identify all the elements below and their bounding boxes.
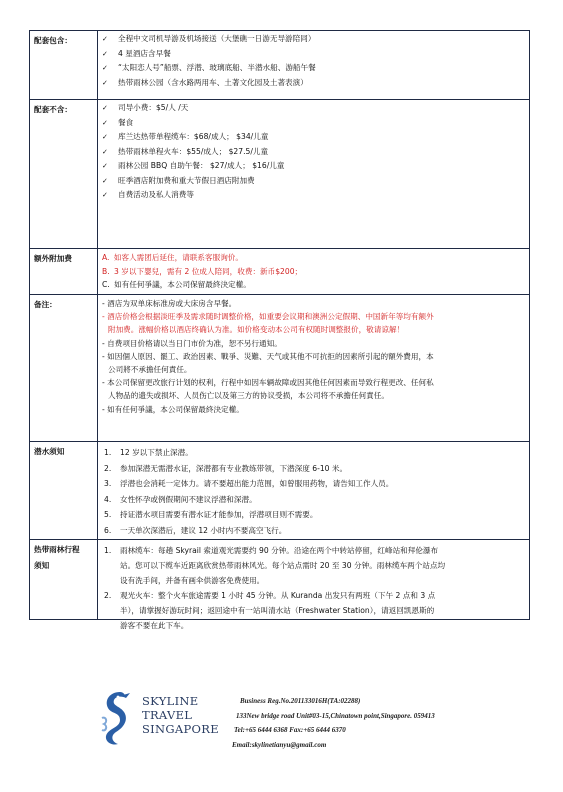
- diving-label: 潜水须知: [30, 442, 98, 539]
- excluded-row: [30, 100, 529, 249]
- list-item: [102, 476, 525, 492]
- list-item-line: 站。您可以下缆车近距离欣赏热带雨林风光。每个站点需时 20 至 30 分钟。雨林缆车两个站点均: [120, 561, 446, 570]
- list-item-text: 热带雨林公园（含水路两用车、土著文化园及土著表演）: [118, 77, 308, 87]
- excluded-list: [102, 101, 525, 203]
- list-item: [102, 278, 525, 292]
- list-item: [102, 130, 525, 145]
- list-marker: C.: [102, 280, 110, 289]
- list-item: [102, 265, 525, 279]
- remark-line: 附加费。涨幅价格以酒店终确认为准。如价格变动本公司有权随时调整报价，敬请谅解！: [108, 325, 405, 335]
- diving-row: [30, 442, 529, 540]
- itinerary-table: [29, 30, 530, 630]
- list-item-line: 观光火车：整个火车旅途需要 1 小时 45 分钟。从 Kuranda 出发只有两班（下午 2 点和 3 点: [120, 591, 436, 600]
- included-row: [30, 31, 529, 100]
- list-item-text: 自费活动及私人消费等: [118, 190, 194, 199]
- remark-item: [102, 337, 525, 350]
- list-item-text: 如有任何爭議，本公司保留最終決定權。: [111, 280, 251, 289]
- list-item-text: 旺季酒店附加费和重大节假日酒店附加费: [118, 175, 255, 185]
- check-icon: ✓: [102, 35, 108, 43]
- brand-line: TRAVEL: [142, 708, 193, 722]
- check-icon: ✓: [102, 78, 108, 87]
- list-item-text: 热带雨林单程火车：$55/成人； $27.5/儿童: [118, 146, 269, 156]
- list-number: 4.: [104, 494, 112, 504]
- list-item: [102, 251, 525, 265]
- rainforest-row: [30, 540, 529, 630]
- remark-line: - 本公司保留更改旅行计划的权利，行程中如因车辆故障或因其他任何因素而导致行程更改、任何私: [102, 378, 434, 388]
- extra-fee-row: [30, 249, 529, 295]
- remarks-row: [30, 295, 529, 442]
- list-item-line: 设有洗手间，并备有画伞供游客免费使用。: [120, 576, 265, 585]
- remark-item: [102, 310, 525, 336]
- remark-item: [102, 297, 525, 310]
- check-icon: ✓: [102, 118, 108, 127]
- list-item: [102, 145, 525, 160]
- remark-line: - 酒店价格会根据淡旺季及需求随时调整价格，如重要会议期和澳洲公定假期、中国新年等均有额外: [102, 312, 434, 322]
- list-item-text: 4 星酒店含早餐: [118, 48, 171, 58]
- rainforest-label-line: 热带雨林行程: [34, 545, 80, 554]
- brand-name: [142, 694, 219, 736]
- list-number: 1.: [104, 448, 112, 457]
- remark-line: 公司將不承擔任何責任。: [108, 365, 192, 375]
- remark-item: [102, 403, 525, 416]
- list-marker: A.: [102, 253, 110, 262]
- list-item-line: 游客不要在此下车。: [120, 621, 189, 630]
- list-item-text: 餐食: [118, 117, 134, 127]
- list-item-text: 持证潜水项目需要有潜水证才能参加，浮潜项目则不需要。: [120, 510, 318, 519]
- remark-line: - 酒店为双单床标准房或大床房含早餐。: [102, 299, 237, 308]
- list-item-text: 浮潜也会消耗一定体力。请不要超出能力范围，如曾服用药物，请告知工作人员。: [120, 479, 394, 488]
- list-item: [102, 188, 525, 203]
- check-icon: ✓: [102, 104, 108, 112]
- list-item: [102, 523, 525, 539]
- remark-item: [102, 376, 525, 402]
- rainforest-label-line: 须知: [34, 561, 50, 570]
- list-item: [102, 492, 525, 508]
- business-reg: Business Reg.No.201133016H(TA:02288): [240, 697, 361, 705]
- list-number: 3.: [104, 479, 112, 488]
- list-marker: B.: [102, 266, 110, 276]
- company-phone: Tel:+65 6444 6368 Fax:+65 6444 6370: [234, 726, 346, 734]
- extra-fee-list: [102, 251, 525, 292]
- extra-fee-label: 额外附加费: [30, 249, 98, 294]
- check-icon: ✓: [102, 176, 108, 185]
- list-item: [102, 76, 525, 91]
- check-icon: ✓: [102, 162, 108, 170]
- rainforest-label: [30, 540, 98, 619]
- list-item-line: 半），请掌握好游玩时间；返回途中有一站叫清水站（Freshwater Station），请返回凯恩斯的: [120, 606, 435, 615]
- list-item-text: 参加深潜无需潜水证，深潜都有专业教练带领，下潜深度 6-10 米。: [120, 463, 348, 473]
- included-label: 配套包含：: [30, 31, 98, 99]
- list-item: [102, 174, 525, 189]
- brand-line: SINGAPORE: [142, 722, 219, 736]
- remark-line: - 自费项目价格请以当日门市价为准，恕不另行通知。: [102, 338, 282, 348]
- diving-list: [102, 445, 525, 538]
- list-number: 2.: [104, 463, 112, 473]
- list-item-text: 如客人需团后延住，请联系客服询价。: [111, 253, 243, 262]
- list-item: [102, 588, 525, 633]
- check-icon: ✓: [102, 64, 108, 72]
- remark-item: [102, 350, 525, 376]
- list-number: 1.: [104, 546, 112, 555]
- company-email: Email:skylinetianyu@gmail.com: [232, 740, 327, 749]
- list-item: [102, 61, 525, 76]
- list-item: [102, 461, 525, 477]
- list-item-text: 12 岁以下禁止深潜。: [120, 448, 193, 457]
- rainforest-list: [102, 543, 525, 633]
- remarks-list: [102, 297, 525, 416]
- remark-line: - 如有任何爭議，本公司保留最終決定權。: [102, 404, 244, 414]
- check-icon: ✓: [102, 147, 108, 156]
- brand-line: SKYLINE: [142, 694, 199, 708]
- list-item: [102, 32, 525, 47]
- seahorse-logo-icon: [96, 688, 136, 748]
- remark-line: 人物品的遗失或损坏、人员伤亡以及第三方的协议受损，本公司将不承擔任何責任。: [108, 391, 389, 401]
- list-item-text: “太阳恋人号”船票、浮潜、玻璃底船、半潜水船、游船午餐: [118, 63, 316, 72]
- list-item: [102, 47, 525, 62]
- list-item-text: 女性怀孕或例假期间不建议浮潜和深潜。: [120, 494, 257, 504]
- company-footer: [0, 680, 563, 760]
- list-item: [102, 543, 525, 588]
- list-number: 6.: [104, 525, 112, 535]
- check-icon: ✓: [102, 191, 108, 199]
- company-address: 133New bridge road Unit#03-15,Chinatown point,Singapore. 059413: [236, 711, 435, 720]
- remarks-label: 备注：: [30, 295, 98, 441]
- list-item-text: 全程中文司机导游及机场接送（大堡礁一日游无导游陪同）: [118, 34, 316, 43]
- list-item-line: 雨林缆车：每趟 Skyrail 索道观光需要约 90 分钟。沿途在两个中转站停留，红峰站和拜伦瀑布: [120, 546, 439, 555]
- list-item-text: 司导小费：$5/人 /天: [118, 103, 189, 112]
- list-number: 5.: [104, 510, 112, 519]
- list-item: [102, 507, 525, 523]
- remark-line: - 如因個人原因、罷工、政治因素、戰爭、災難、天气或其他不可抗拒的因素所引起的額外費用，本: [102, 351, 434, 361]
- list-item-text: 雨林公园 BBQ 自助午餐： $27/成人； $16/儿童: [118, 161, 285, 170]
- list-item: [102, 116, 525, 131]
- check-icon: ✓: [102, 133, 108, 141]
- list-item: [102, 159, 525, 174]
- included-list: [102, 32, 525, 90]
- list-item: [102, 101, 525, 116]
- list-item-text: 库兰达热带单程缆车：$68/成人； $34/儿童: [118, 132, 269, 141]
- list-item-text: 3 岁以下婴兒，需有 2 位成人陪同，收费：新币$200；: [111, 266, 303, 276]
- excluded-label: 配套不含：: [30, 100, 98, 248]
- check-icon: ✓: [102, 49, 108, 58]
- list-item: [102, 445, 525, 461]
- business-info: [232, 694, 435, 752]
- list-item-text: 一天单次深潜后，建议 12 小时内不要高空飞行。: [120, 525, 287, 535]
- list-number: 2.: [104, 591, 112, 600]
